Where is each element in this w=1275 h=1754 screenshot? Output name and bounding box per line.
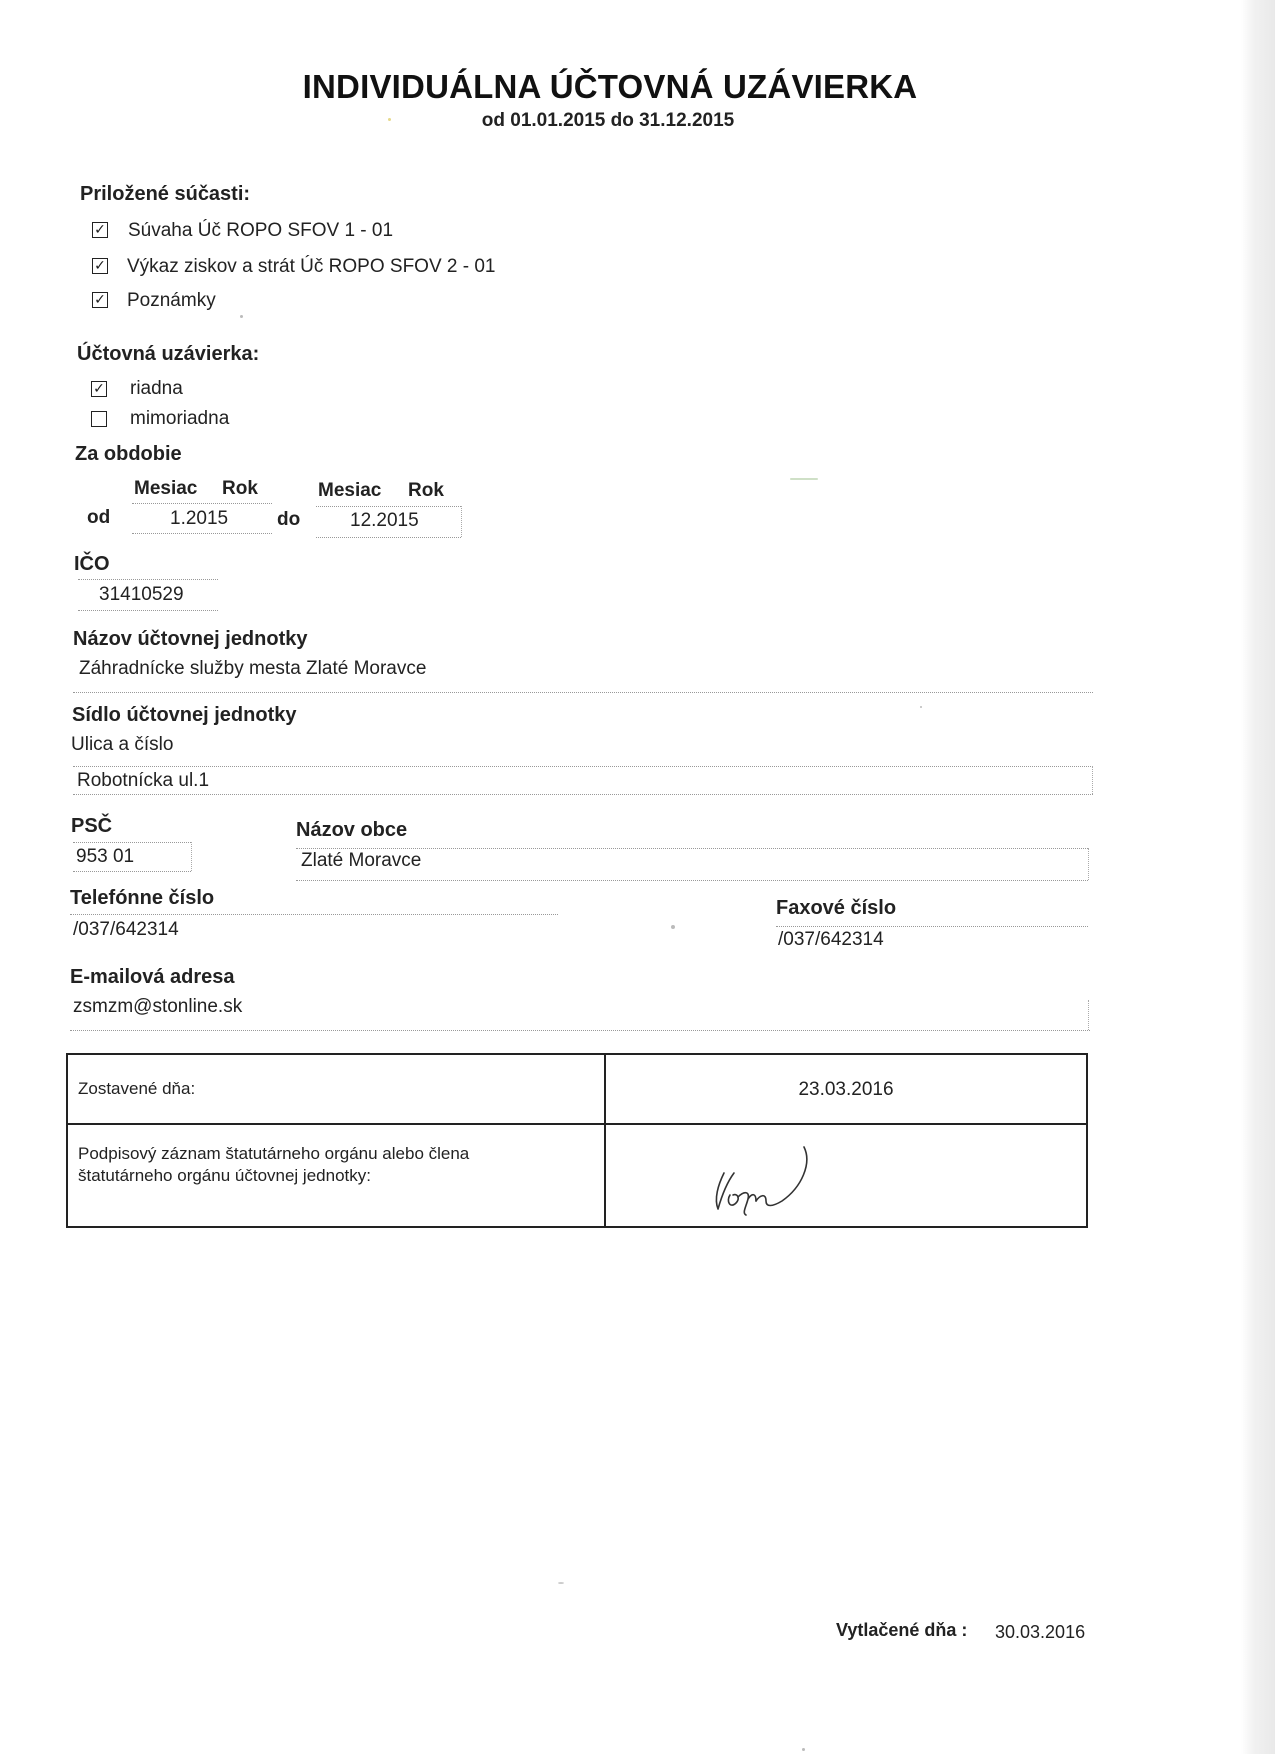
psc-label: PSČ (71, 815, 113, 837)
ico-value: 31410529 (99, 584, 184, 605)
period-to-month-header: Mesiac (318, 480, 382, 501)
period-subtitle: od 01.01.2015 do 31.12.2015 (481, 110, 735, 131)
handwritten-signature (606, 1125, 1086, 1221)
attachment-label-3: Poznámky (127, 290, 216, 311)
closing-regular-checkbox: ✓ (91, 381, 107, 397)
street-value: Robotnícka ul.1 (77, 770, 210, 791)
scan-edge (1241, 0, 1275, 1754)
phone-value: /037/642314 (73, 919, 179, 940)
compiled-label-cell (67, 1054, 605, 1124)
fax-label: Faxové číslo (776, 897, 897, 919)
entity-name-label: Názov účtovnej jednotky (73, 628, 308, 650)
psc-value: 953 01 (76, 846, 135, 867)
ico-label: IČO (74, 553, 110, 575)
signature-table (66, 1053, 1088, 1228)
attachment-label-2: Výkaz ziskov a strát Úč ROPO SFOV 2 - 01 (127, 256, 496, 277)
street-label: Ulica a číslo (71, 734, 174, 755)
document-title: INDIVIDUÁLNA ÚČTOVNÁ UZÁVIERKA (302, 68, 918, 105)
phone-label: Telefónne číslo (70, 887, 215, 909)
attachment-label-1: Súvaha Úč ROPO SFOV 1 - 01 (128, 220, 394, 241)
municipality-value: Zlaté Moravce (301, 850, 422, 871)
attachment-checkbox-3: ✓ (92, 292, 108, 308)
seat-label: Sídlo účtovnej jednotky (72, 704, 297, 726)
fax-value: /037/642314 (778, 929, 884, 950)
period-from-label: od (87, 507, 111, 528)
compiled-label: Zostavené dňa: (78, 1079, 196, 1098)
closing-type-heading: Účtovná uzávierka: (77, 343, 260, 365)
compiled-value-cell (605, 1054, 1087, 1124)
signature-label-cell (67, 1124, 605, 1227)
attachment-checkbox-2: ✓ (92, 258, 108, 274)
attachment-checkbox-1: ✓ (92, 222, 108, 238)
closing-regular-label: riadna (130, 378, 183, 399)
period-to-year-header: Rok (408, 480, 444, 501)
period-from-year-header: Rok (222, 478, 258, 499)
closing-extraordinary-label: mimoriadna (130, 408, 230, 429)
municipality-label: Názov obce (296, 819, 408, 841)
period-to-label: do (277, 509, 301, 530)
printed-value: 30.03.2016 (995, 1622, 1086, 1642)
period-heading: Za obdobie (75, 443, 182, 465)
period-to-value: 12.2015 (350, 510, 419, 531)
closing-extraordinary-checkbox (91, 411, 107, 427)
period-from-value: 1.2015 (170, 508, 229, 529)
attachments-heading: Priložené súčasti: (80, 183, 251, 205)
email-label: E-mailová adresa (70, 966, 235, 988)
signature-label: Podpisový záznam štatutárneho orgánu alebo člena štatutárneho orgánu účtovnej jednotky: (78, 1144, 470, 1185)
compiled-value: 23.03.2016 (798, 1079, 894, 1100)
printed-label: Vytlačené dňa : (836, 1620, 968, 1640)
email-value: zsmzm@stonline.sk (73, 996, 243, 1017)
entity-name-value: Záhradnícke služby mesta Zlaté Moravce (79, 658, 427, 679)
period-from-month-header: Mesiac (134, 478, 198, 499)
signature-cell (605, 1124, 1087, 1227)
